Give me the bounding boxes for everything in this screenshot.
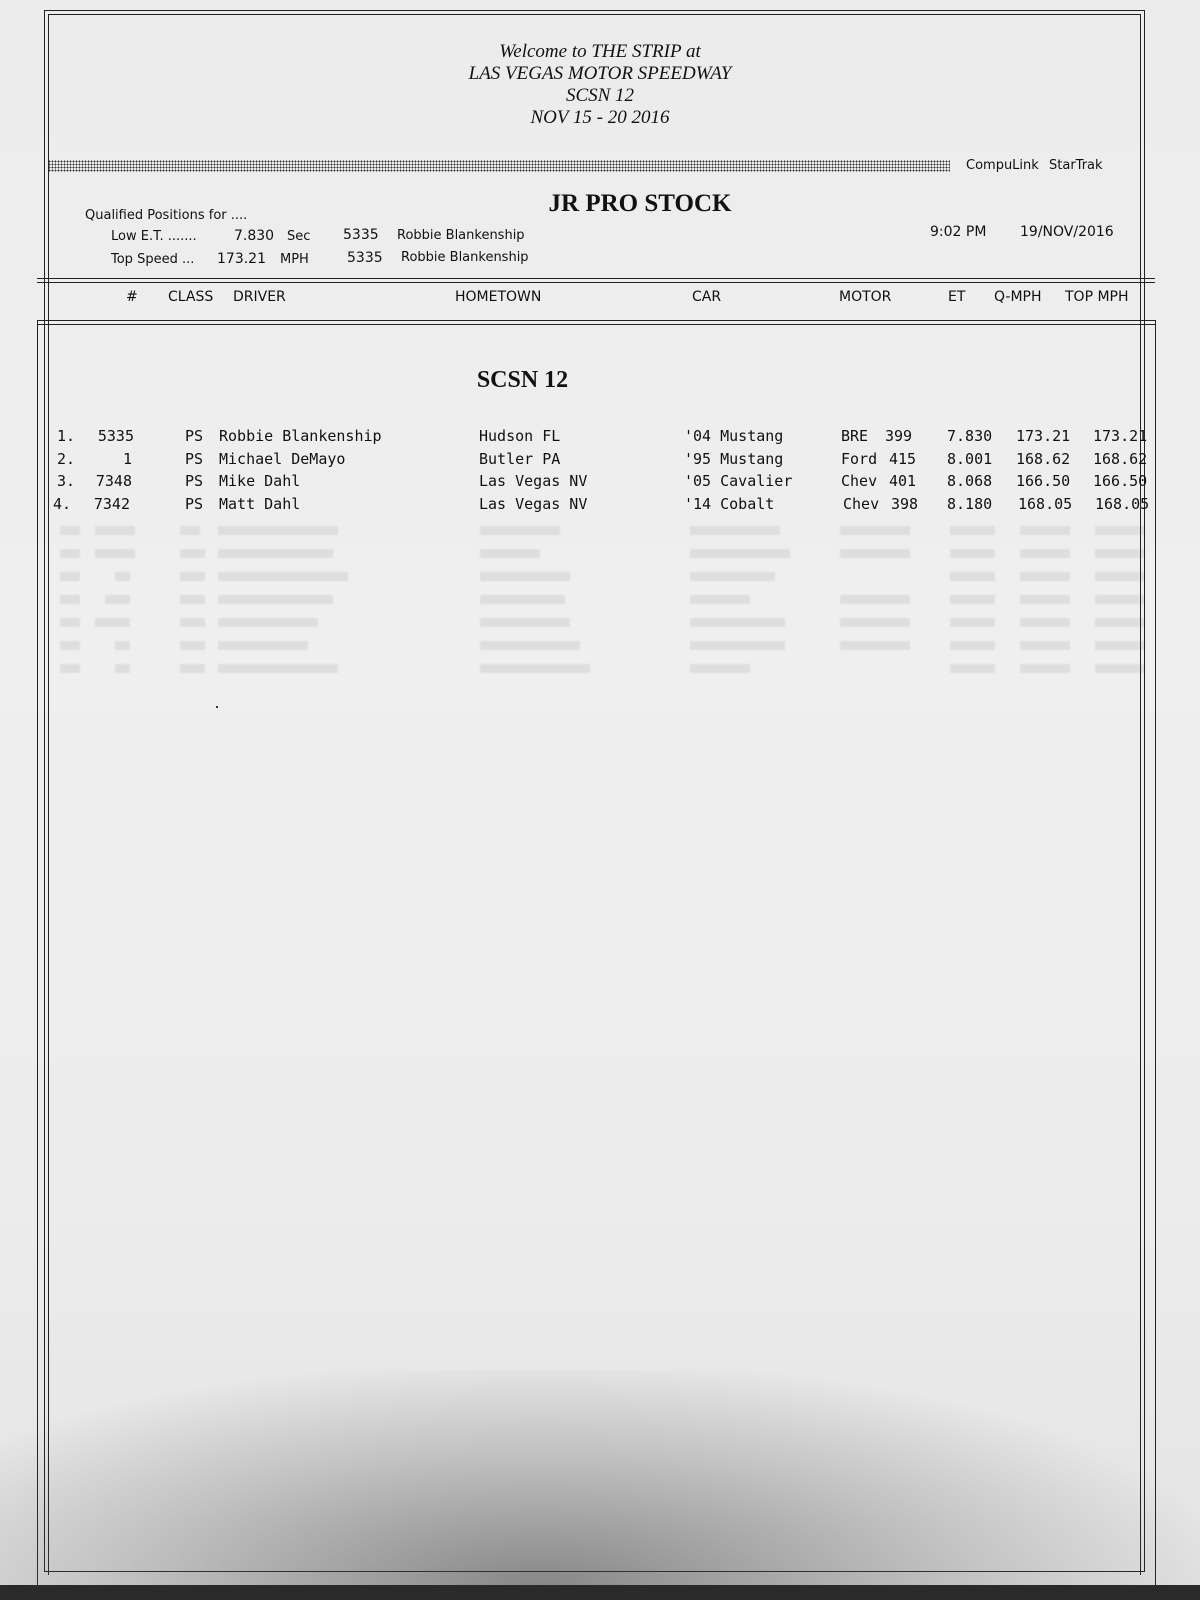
low-et-driver: Robbie Blankenship (397, 228, 525, 243)
header-rule-top-2 (37, 282, 1155, 283)
col-top-mph: TOP MPH (1065, 289, 1129, 305)
show-through-row (0, 520, 1200, 542)
row-class: PS (185, 450, 204, 468)
row-car: '95 Mustang (684, 450, 784, 468)
row-et: 8.180 (947, 495, 993, 513)
brand-startrak: StarTrak (1049, 158, 1103, 173)
row-top-mph: 168.62 (1093, 450, 1148, 468)
top-speed-label: Top Speed ... (111, 252, 195, 267)
row-position: 4. (53, 495, 72, 513)
row-hometown: Hudson FL (479, 427, 561, 445)
stray-mark (216, 706, 218, 708)
row-et: 8.001 (947, 450, 993, 468)
table-row (0, 472, 1200, 494)
row-et: 8.068 (947, 472, 993, 490)
header-rule-bottom-1 (37, 320, 1155, 321)
top-speed-car-number: 5335 (347, 250, 383, 266)
low-et-car-number: 5335 (343, 227, 379, 243)
row-car: '05 Cavalier (684, 472, 793, 490)
row-car-number: 1 (122, 450, 132, 468)
row-q-mph: 168.62 (1016, 450, 1071, 468)
print-time: 9:02 PM (930, 224, 987, 240)
row-top-mph: 173.21 (1093, 427, 1148, 445)
col-q-mph: Q-MPH (994, 289, 1042, 305)
top-speed-value: 173.21 (217, 251, 266, 267)
top-speed-unit: MPH (280, 252, 309, 267)
col-hometown: HOMETOWN (455, 289, 542, 305)
row-position: 2. (57, 450, 76, 468)
row-driver: Matt Dahl (219, 495, 301, 513)
low-et-value: 7.830 (234, 228, 275, 244)
row-position: 3. (57, 472, 76, 490)
row-class: PS (185, 472, 204, 490)
row-motor-make: Chev (843, 495, 880, 513)
row-hometown: Las Vegas NV (479, 472, 588, 490)
show-through-row (0, 612, 1200, 634)
col-et: ET (948, 289, 966, 305)
row-motor-size: 415 (889, 450, 917, 468)
top-speed-driver: Robbie Blankenship (401, 250, 529, 265)
row-motor-size: 398 (891, 495, 919, 513)
col-class: CLASS (168, 289, 214, 305)
row-car-number: 7342 (93, 495, 130, 513)
show-through-row (0, 635, 1200, 657)
row-motor-make: Chev (841, 472, 878, 490)
row-driver: Michael DeMayo (219, 450, 346, 468)
print-date: 19/NOV/2016 (1020, 224, 1114, 240)
row-position: 1. (57, 427, 76, 445)
row-class: PS (185, 427, 204, 445)
show-through-row (0, 543, 1200, 565)
row-car-number: 7348 (95, 472, 132, 490)
row-motor-make: BRE (841, 427, 869, 445)
page-border-inner (48, 14, 1141, 1575)
header-rule-top-1 (37, 278, 1155, 279)
show-through-row (0, 589, 1200, 611)
row-driver: Robbie Blankenship (219, 427, 382, 445)
row-car-number: 5335 (97, 427, 134, 445)
row-car: '04 Mustang (684, 427, 784, 445)
row-class: PS (185, 495, 204, 513)
section-title: SCSN 12 (476, 367, 569, 393)
low-et-unit: Sec (287, 229, 311, 244)
row-car: '14 Cobalt (684, 495, 775, 513)
table-row (0, 450, 1200, 472)
event-title: JR PRO STOCK (548, 190, 732, 217)
row-hometown: Butler PA (479, 450, 561, 468)
welcome-line-4: NOV 15 - 20 2016 (530, 107, 670, 128)
low-et-label: Low E.T. ....... (111, 229, 197, 244)
row-q-mph: 173.21 (1016, 427, 1071, 445)
show-through-row (0, 658, 1200, 680)
header-rule-bottom-2 (37, 324, 1155, 325)
row-q-mph: 166.50 (1016, 472, 1071, 490)
row-motor-size: 399 (885, 427, 913, 445)
row-driver: Mike Dahl (219, 472, 301, 490)
qualified-label: Qualified Positions for .... (85, 208, 248, 223)
col-driver: DRIVER (233, 289, 286, 305)
table-row (0, 495, 1200, 517)
row-et: 7.830 (947, 427, 993, 445)
col-motor: MOTOR (839, 289, 892, 305)
col-number: # (126, 289, 138, 305)
row-motor-make: Ford (841, 450, 878, 468)
row-top-mph: 166.50 (1093, 472, 1148, 490)
row-q-mph: 168.05 (1018, 495, 1073, 513)
show-through-row (0, 566, 1200, 588)
dotted-separator (48, 160, 950, 172)
row-hometown: Las Vegas NV (479, 495, 588, 513)
brand-compulink: CompuLink (966, 158, 1039, 173)
row-motor-size: 401 (889, 472, 917, 490)
col-car: CAR (692, 289, 722, 305)
row-top-mph: 168.05 (1095, 495, 1150, 513)
table-row (0, 427, 1200, 449)
welcome-line-2: LAS VEGAS MOTOR SPEEDWAY (468, 63, 732, 84)
welcome-line-3: SCSN 12 (565, 85, 635, 106)
welcome-line-1: Welcome to THE STRIP at (499, 41, 701, 62)
